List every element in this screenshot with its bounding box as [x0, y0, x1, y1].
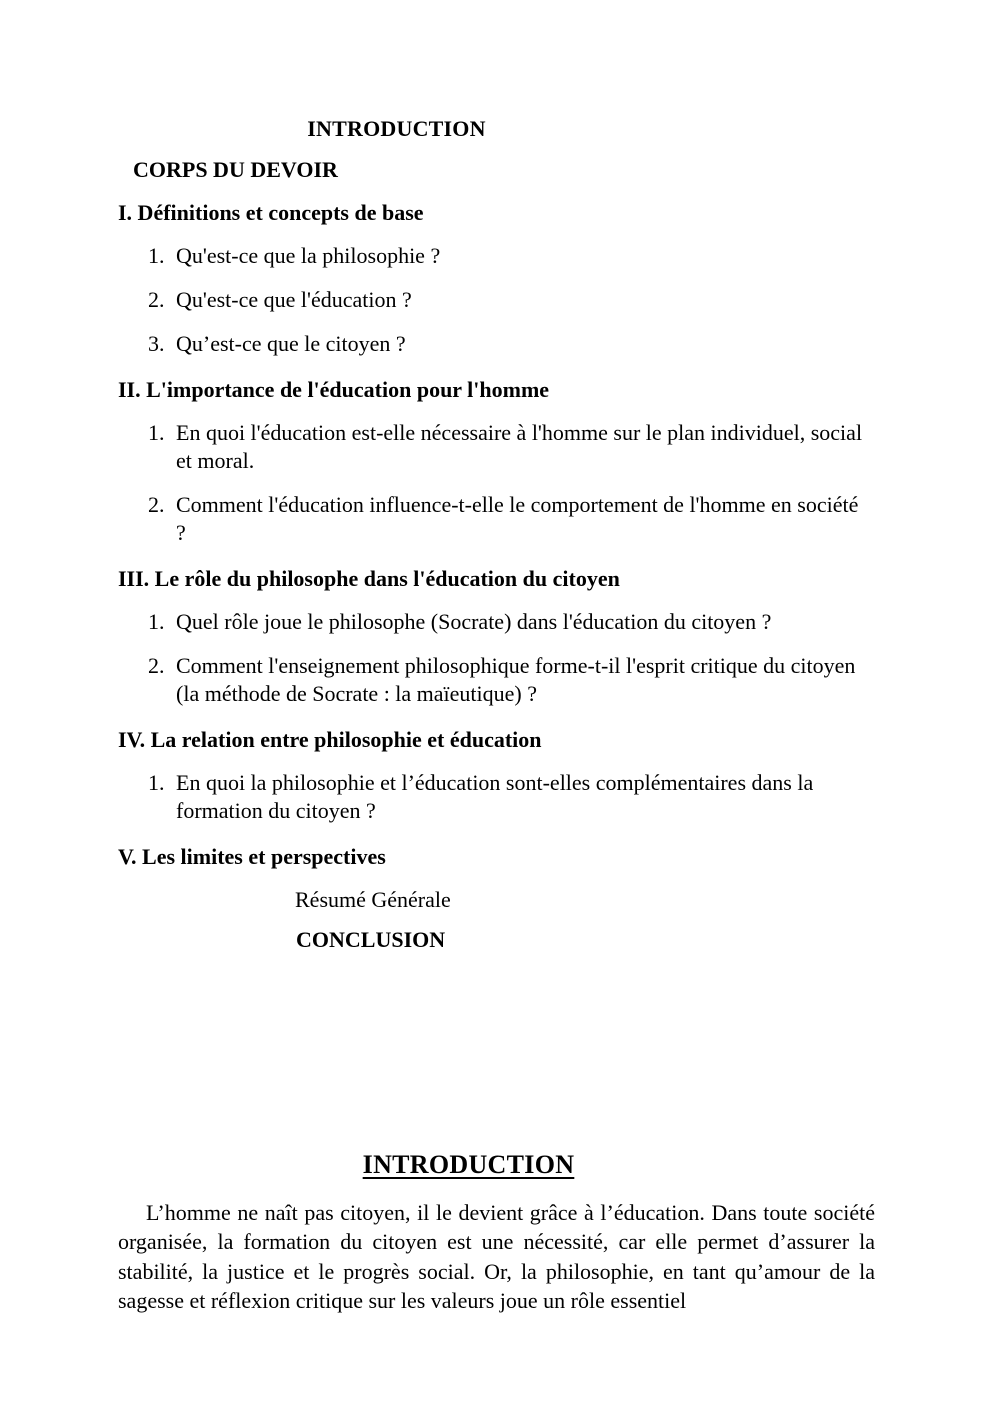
list-item-text: Qu'est-ce que la philosophie ?	[176, 242, 441, 268]
introduction-title: INTRODUCTION	[362, 1150, 575, 1179]
introduction-section	[0, 1152, 993, 1315]
list-item	[0, 608, 993, 636]
conclusion-line: CONCLUSION	[296, 927, 446, 952]
list-item-number: 2.	[148, 653, 165, 679]
list-item-number: 1.	[148, 242, 165, 268]
resume-generale-line: Résumé Générale	[295, 887, 451, 912]
list-item	[0, 330, 993, 358]
outline-top-title: INTRODUCTION	[307, 116, 486, 141]
section-heading-ii: II. L'importance de l'éducation pour l'homme	[118, 377, 550, 403]
section-list-i	[0, 242, 993, 358]
list-item	[0, 491, 993, 547]
list-item-text: Comment l'enseignement philosophique forme-t-il l'esprit critique du citoyen (la méthode de Socrate : la maïeutique) ?	[176, 653, 856, 707]
section-heading-v: V. Les limites et perspectives	[118, 844, 386, 870]
list-item	[0, 242, 993, 270]
section-heading-iii: III. Le rôle du philosophe dans l'éducation du citoyen	[118, 566, 620, 592]
list-item	[0, 652, 993, 708]
section-heading-i: I. Définitions et concepts de base	[118, 200, 424, 225]
section-list-ii	[0, 419, 993, 548]
list-item-number: 2.	[148, 492, 165, 518]
list-item-text: Qu’est-ce que le citoyen ?	[176, 330, 406, 356]
list-item-text: Quel rôle joue le philosophe (Socrate) dans l'éducation du citoyen ?	[176, 608, 772, 634]
list-item-number: 3.	[148, 330, 165, 356]
section-heading-iv: IV. La relation entre philosophie et éducation	[118, 727, 542, 753]
list-item-number: 1.	[148, 770, 165, 796]
list-item-number: 1.	[148, 608, 165, 634]
list-item-text: En quoi la philosophie et l’éducation sont-elles complémentaires dans la formation du citoyen ?	[176, 770, 814, 824]
list-item-text: Qu'est-ce que l'éducation ?	[176, 286, 412, 312]
list-item-text: En quoi l'éducation est-elle nécessaire à l'homme sur le plan individuel, social et moral.	[176, 419, 863, 473]
introduction-paragraph: L’homme ne naît pas citoyen, il le devient grâce à l’éducation. Dans toute société organisée, la formation du citoyen est une nécessité, car elle permet d’assurer la stabilité, la justice et le progrès social. Or, la philosophie, en tant qu’amour de la sagesse et réflexion critique sur les valeurs joue un rôle essentiel	[118, 1200, 875, 1313]
section-list-iii	[0, 608, 993, 708]
list-item	[0, 419, 993, 475]
corps-du-devoir-heading: CORPS DU DEVOIR	[133, 157, 338, 182]
list-item	[0, 769, 993, 825]
list-item	[0, 286, 993, 314]
section-list-iv	[0, 769, 993, 825]
list-item-number: 1.	[148, 419, 165, 445]
list-item-number: 2.	[148, 286, 165, 312]
list-item-text: Comment l'éducation influence-t-elle le comportement de l'homme en société ?	[176, 492, 859, 546]
